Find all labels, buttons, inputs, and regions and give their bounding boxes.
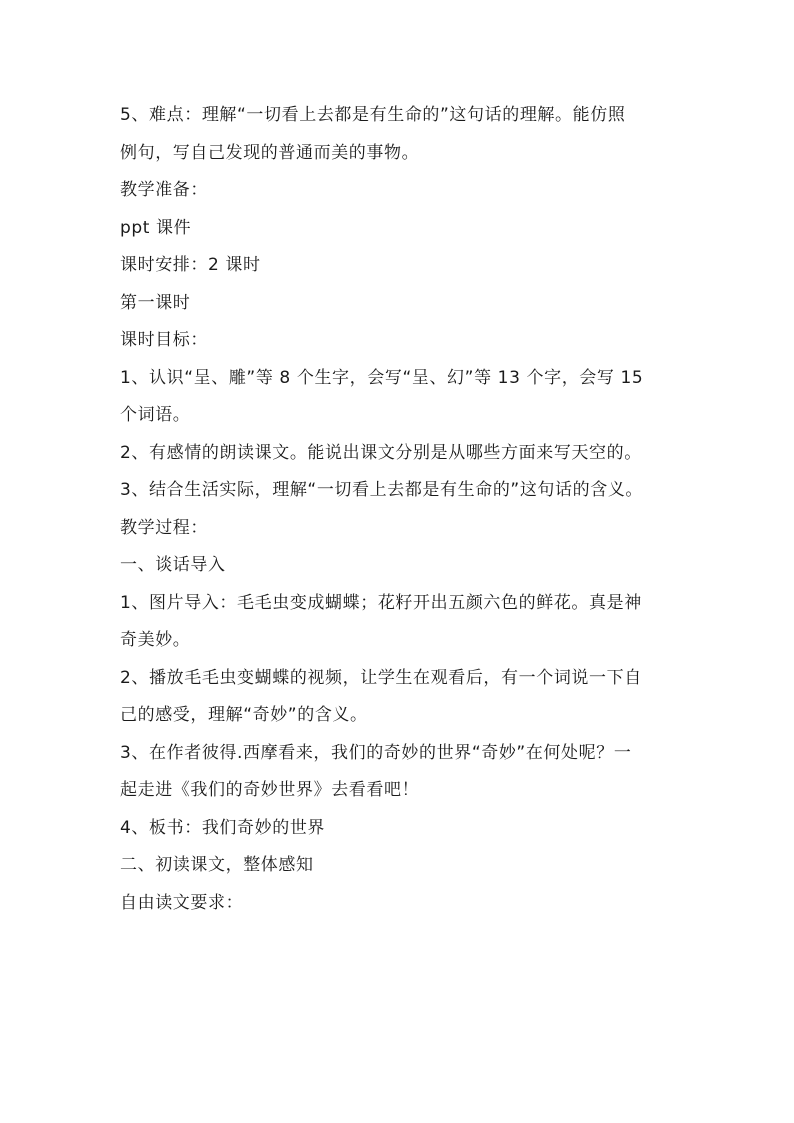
reading-requirements-heading: 自由读文要求： (120, 892, 244, 913)
document-body (120, 97, 680, 922)
step-2-line-2: 己的感受，理解“奇妙”的含义。 (120, 705, 368, 725)
step-2-line-1: 2、播放毛毛虫变蝴蝶的视频，让学生在观看后，有一个词说一下自 (120, 667, 642, 688)
step-4: 4、板书：我们奇妙的世界 (120, 817, 326, 838)
lesson-goals-heading: 课时目标： (120, 330, 208, 350)
section-1-heading: 一、谈话导入 (120, 555, 226, 575)
first-lesson-heading: 第一课时 (120, 292, 191, 313)
teaching-process-heading: 教学过程： (120, 517, 208, 538)
step-3-line-2: 起走进《我们的奇妙世界》去看看吧！ (120, 780, 420, 800)
goal-1-line-1: 1、认识“呈、雕”等 8 个生字，会写“呈、幻”等 13 个字，会写 15 (120, 367, 644, 388)
goal-3: 3、结合生活实际，理解“一切看上去都是有生命的”这句话的含义。 (120, 480, 644, 500)
goal-2: 2、有感情的朗读课文。能说出课文分别是从哪些方面来写天空的。 (120, 442, 642, 463)
difficulty-line-2: 例句，写自己发现的普通而美的事物。 (120, 142, 420, 163)
step-3-line-1: 3、在作者彼得.西摩看来，我们的奇妙的世界“奇妙”在何处呢？一 (120, 742, 632, 763)
goal-1-line-2: 个词语。 (120, 405, 191, 425)
step-1-line-1: 1、图片导入：毛毛虫变成蝴蝶；花籽开出五颜六色的鲜花。真是神 (120, 592, 642, 613)
difficulty-line-1: 5、难点：理解“一切看上去都是有生命的”这句话的理解。能仿照 (120, 105, 626, 125)
step-1-line-2: 奇美妙。 (120, 630, 191, 650)
section-2-heading: 二、初读课文，整体感知 (120, 855, 314, 875)
lesson-schedule: 课时安排：2 课时 (120, 255, 261, 275)
teaching-preparation-heading: 教学准备： (120, 180, 208, 200)
preparation-item: ppt 课件 (120, 217, 192, 238)
